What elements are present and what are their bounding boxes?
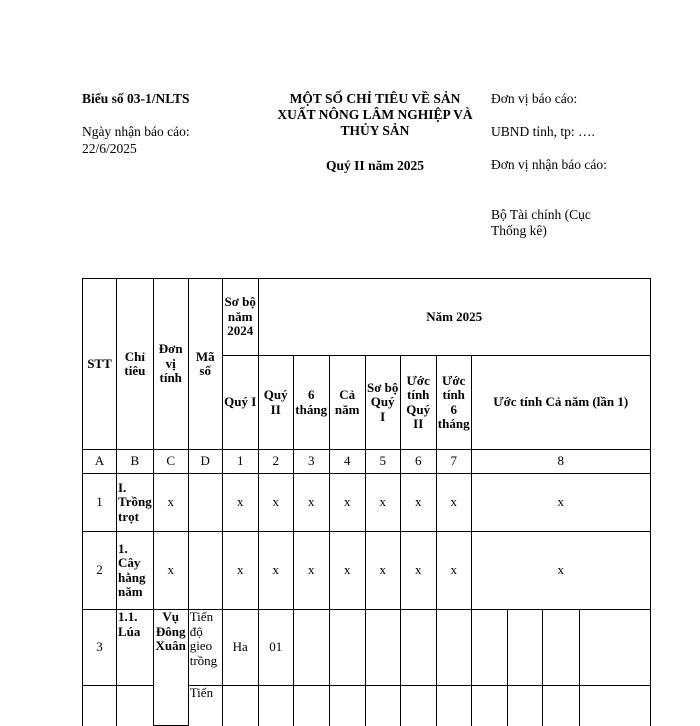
table-row: [83, 610, 651, 686]
row-value: [579, 686, 650, 726]
row-value: [365, 610, 400, 686]
row-item: Tiến: [188, 686, 222, 726]
row-code: [258, 686, 293, 726]
col-header-ca-nam: Cả năm: [329, 356, 365, 450]
row-value: [365, 686, 400, 726]
row-name: [117, 686, 154, 726]
col-header-quy-2: Quý II: [258, 356, 293, 450]
row-value: [507, 610, 542, 686]
row-value: x: [329, 532, 365, 610]
row-item: Tiến độ gieo trồng: [188, 610, 222, 686]
receiving-unit-label: Đơn vị nhận báo cáo:: [491, 157, 607, 172]
receive-date: 22/6/2025: [82, 141, 137, 156]
reporting-unit: UBND tỉnh, tp: ….: [491, 124, 595, 139]
row-value: x: [222, 532, 258, 610]
row-value: x: [329, 474, 365, 532]
row-stt: 3: [83, 610, 117, 686]
col-header-so-bo-quy-1: Sơ bộ Quý I: [365, 356, 400, 450]
code-cell: B: [117, 450, 154, 474]
col-header-uoc-tinh-quy-2: Ước tính Quý II: [400, 356, 436, 450]
col-header-uoc-tinh-ca-nam: Ước tính Cả năm (lần 1): [471, 356, 650, 450]
row-code: 01: [258, 610, 293, 686]
code-row: [83, 450, 651, 474]
row-unit: [222, 686, 258, 726]
code-cell: A: [83, 450, 117, 474]
row-value: [293, 610, 329, 686]
row-stt: [83, 686, 117, 726]
row-value: x: [400, 474, 436, 532]
report-title: [262, 91, 488, 139]
row-value: [436, 610, 471, 686]
col-header-chi-tieu: Chỉ tiêu: [117, 279, 154, 450]
code-cell: 3: [293, 450, 329, 474]
row-value: x: [222, 474, 258, 532]
row-stt: 2: [83, 532, 117, 610]
row-value: [542, 610, 579, 686]
code-cell: 6: [400, 450, 436, 474]
row-code: [188, 474, 222, 532]
row-value: [329, 686, 365, 726]
col-header-don-vi-tinh: Đơn vị tính: [153, 279, 188, 450]
col-header-ma-so: Mã số: [188, 279, 222, 450]
col-header-quy-1: Quý I: [222, 356, 258, 450]
title-line-1: MỘT SỐ CHỈ TIÊU VỀ SẢN: [289, 91, 461, 106]
row-name: 1. Cây hằng năm: [117, 532, 154, 610]
row-unit: Ha: [222, 610, 258, 686]
row-value: x: [471, 532, 650, 610]
code-cell: 7: [436, 450, 471, 474]
table-row: [83, 532, 651, 610]
row-season: Vụ Đông Xuân: [153, 610, 188, 726]
col-header-6-thang: 6 tháng: [293, 356, 329, 450]
row-value: x: [400, 532, 436, 610]
row-value: x: [365, 532, 400, 610]
col-header-nam-2025: Năm 2025: [258, 279, 650, 356]
receiving-unit: Bộ Tài chính (Cục Thống kê): [491, 207, 591, 238]
code-cell: 5: [365, 450, 400, 474]
reporting-unit-label: Đơn vị báo cáo:: [491, 91, 578, 106]
code-cell: D: [188, 450, 222, 474]
row-value: [329, 610, 365, 686]
row-value: [471, 686, 507, 726]
title-line-3: THỦY SẢN: [340, 123, 410, 138]
row-value: x: [471, 474, 650, 532]
row-value: x: [365, 474, 400, 532]
row-name: I. Trồng trọt: [117, 474, 154, 532]
row-value: x: [293, 532, 329, 610]
row-stt: 1: [83, 474, 117, 532]
row-value: x: [258, 532, 293, 610]
header-row-1: [83, 279, 651, 356]
col-header-stt: STT: [83, 279, 117, 450]
report-period: Quý II năm 2025: [326, 158, 424, 173]
row-value: [293, 686, 329, 726]
col-header-uoc-tinh-6-thang: Ước tính 6 tháng: [436, 356, 471, 450]
row-value: [542, 686, 579, 726]
row-value: [400, 610, 436, 686]
row-value: x: [436, 474, 471, 532]
receive-date-label: Ngày nhận báo cáo:: [82, 124, 190, 139]
table-row: [83, 474, 651, 532]
row-value: x: [436, 532, 471, 610]
row-name: 1.1. Lúa: [117, 610, 154, 686]
indicator-table: [82, 278, 651, 726]
row-value: x: [258, 474, 293, 532]
code-cell: C: [153, 450, 188, 474]
title-line-2: XUẤT NÔNG LÂM NGHIỆP VÀ: [277, 107, 473, 122]
row-value: [579, 610, 650, 686]
code-cell: 2: [258, 450, 293, 474]
row-value: x: [293, 474, 329, 532]
form-code: Biểu số 03-1/NLTS: [82, 91, 190, 106]
row-unit: x: [153, 532, 188, 610]
code-cell: 4: [329, 450, 365, 474]
code-cell: 8: [471, 450, 650, 474]
row-unit: x: [153, 474, 188, 532]
row-code: [188, 532, 222, 610]
row-value: [400, 686, 436, 726]
row-value: [436, 686, 471, 726]
col-header-so-bo-2024: Sơ bộ năm 2024: [222, 279, 258, 356]
row-value: [507, 686, 542, 726]
row-value: [471, 610, 507, 686]
code-cell: 1: [222, 450, 258, 474]
